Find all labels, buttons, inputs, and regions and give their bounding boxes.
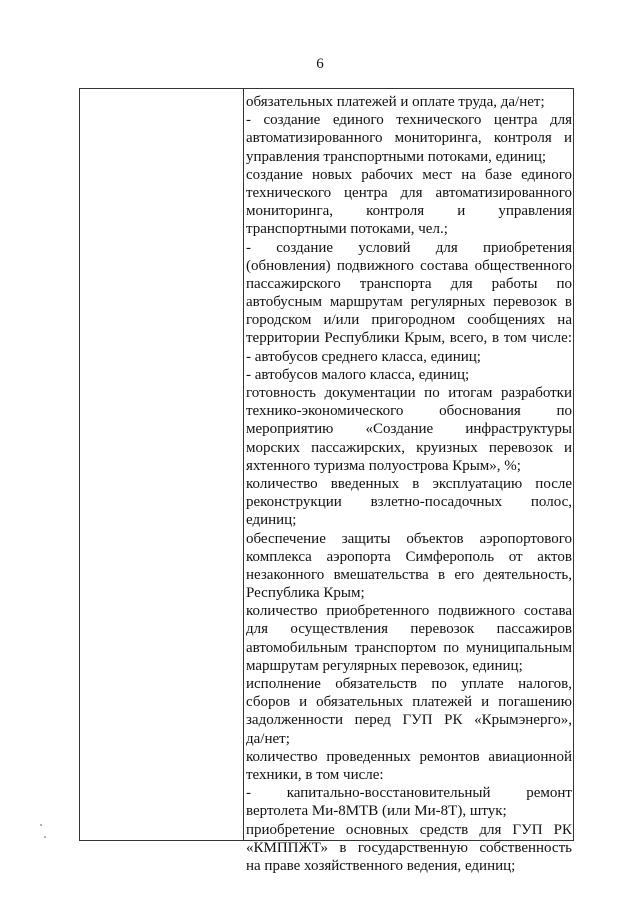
text-line: городском и/или пригородном сообщениях на	[246, 312, 572, 329]
text-line: количество введенных в эксплуатацию после	[246, 475, 572, 492]
text-line: обеспечение защиты объектов аэропортового	[246, 530, 572, 547]
text-line: на праве хозяйственного ведения, единиц;	[246, 857, 516, 874]
text-line: Республика Крым;	[246, 585, 365, 602]
text-line: территории Республики Крым, всего, в том числе:	[246, 330, 572, 347]
text-line: технико-экономического обоснования по	[246, 403, 572, 420]
text-line: готовность документации по итогам разработки	[246, 385, 572, 401]
text-line: сборов и обязательных платежей и погашению	[246, 694, 572, 711]
text-line: мероприятию «Создание инфраструктуры	[246, 421, 572, 438]
text-line: незаконного вмешательства в его деятельность,	[246, 566, 572, 583]
text-line: автомобильным транспортом по муниципальным	[246, 639, 572, 656]
text-line: для осуществления перевозок пассажиров	[246, 621, 572, 638]
document-table	[79, 88, 574, 874]
scan-speck	[40, 824, 42, 826]
text-line: задолженности перед ГУП РК «Крымэнерго»,	[246, 712, 572, 729]
text-line: - автобусов малого класса, единиц;	[246, 366, 470, 383]
text-line: пассажирского транспорта для работы по	[246, 275, 572, 292]
text-line: создание новых рабочих мест на базе единого	[246, 166, 572, 183]
table-right-column	[246, 93, 572, 875]
text-line: морских пассажирских, круизных перевозок и	[246, 439, 572, 456]
text-line: количество проведенных ремонтов авиационной	[246, 748, 572, 765]
text-line: вертолета Ми-8МТВ (или Ми-8Т), штук;	[246, 803, 507, 820]
text-line: - капитально-восстановительный ремонт	[246, 785, 572, 802]
text-line: - создание единого технического центра для	[246, 112, 572, 129]
text-line: мониторинга, контроля и управления	[246, 203, 572, 220]
text-line: да/нет;	[246, 730, 290, 747]
text-line: комплекса аэропорта Симферополь от актов	[246, 548, 572, 565]
text-line: яхтенного туризма полуострова Крым», %;	[246, 457, 521, 474]
text-line: автоматизированного мониторинга, контроля и	[246, 130, 572, 147]
text-line: маршрутам регулярных перевозок, единиц;	[246, 657, 523, 674]
text-line: исполнение обязательств по уплате налогов,	[246, 676, 572, 692]
text-line: обязательных платежей и оплате труда, да/нет;	[246, 94, 545, 110]
text-line: количество приобретенного подвижного состава	[246, 603, 572, 620]
text-line: «КМППЖТ» в государственную собственность	[246, 839, 572, 856]
text-line: единиц;	[246, 512, 297, 529]
text-line: - автобусов среднего класса, единиц;	[246, 348, 481, 365]
text-line: автобусным маршрутам регулярных перевозок в	[246, 294, 572, 311]
text-line: управления транспортными потоками, единиц;	[246, 148, 547, 165]
text-line: транспортными потоками, чел.;	[246, 221, 448, 238]
table-left-column	[80, 89, 244, 840]
scan-speck	[44, 836, 46, 838]
text-line: приобретение основных средств для ГУП РК	[246, 821, 572, 838]
text-line: технического центра для автоматизированного	[246, 184, 572, 201]
page-number: 6	[316, 56, 324, 72]
text-line: - создание условий для приобретения	[246, 239, 572, 256]
text-line: реконструкции взлетно-посадочных полос,	[246, 494, 572, 511]
text-line: техники, в том числе:	[246, 766, 384, 783]
text-line: (обновления) подвижного состава общественного	[246, 257, 572, 274]
